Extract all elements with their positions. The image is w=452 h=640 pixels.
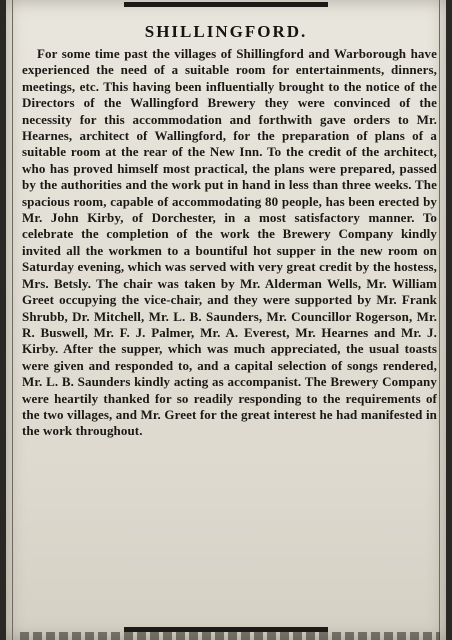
next-article-fragment bbox=[20, 632, 440, 640]
left-column-rule bbox=[12, 0, 13, 640]
article-headline: SHILLINGFORD. bbox=[144, 22, 308, 41]
top-divider-rule bbox=[124, 2, 328, 7]
article-body bbox=[22, 46, 437, 440]
article-opening-word: For bbox=[37, 46, 58, 61]
article-text: some time past the villages of Shillingford and Warborough have experienced the need of a suitable room for entertainments, dinners, meetings, etc. This having been influentially brought to the notice of the Directors of the Wallingford Brewery they were convinced of the necessity for this accommodation and forthwith gave orders to Mr. Hearnes, architect of Wallingford, for the preparation of plans of a suitable room at the rear of the New Inn. To the credit of the architect, who has proved himself most practical, the plans were prepared, passed by the authorities and the work put in hand in less than three weeks. The spacious room, capable of accommodating 80 people, has been erected by Mr. John Kirby, of Dorchester, in a most satisfactory manner. To celebrate the completion of the work the Brewery Company kindly invited all the workmen to a bountiful hot supper in the new room on Saturday evening, which was served with very great credit by the hostess, Mrs. Betsly. The chair was taken by Mr. Alderman Wells, Mr. William Greet occupying the vice-chair, and they were supported by Mr. Frank Shrubb, Dr. Mitchell, Mr. L. B. Saunders, Mr. Councillor Rogerson, Mr. R. Buswell, Mr. F. J. Palmer, Mr. A. Everest, Mr. Hearnes and Mr. J. Kirby. After the supper, which was much appreciated, the usual toasts were given and responded to, and a capital selection of songs rendered, Mr. L. B. Saunders kindly acting as accompanist. The Brewery Company were heartily thanked for so readily responding to the requirements of the two villages, and Mr. Greet for the great interest he had manifested in the work throughout. bbox=[22, 46, 437, 439]
newspaper-clipping bbox=[6, 0, 446, 640]
right-column-rule bbox=[439, 0, 440, 640]
